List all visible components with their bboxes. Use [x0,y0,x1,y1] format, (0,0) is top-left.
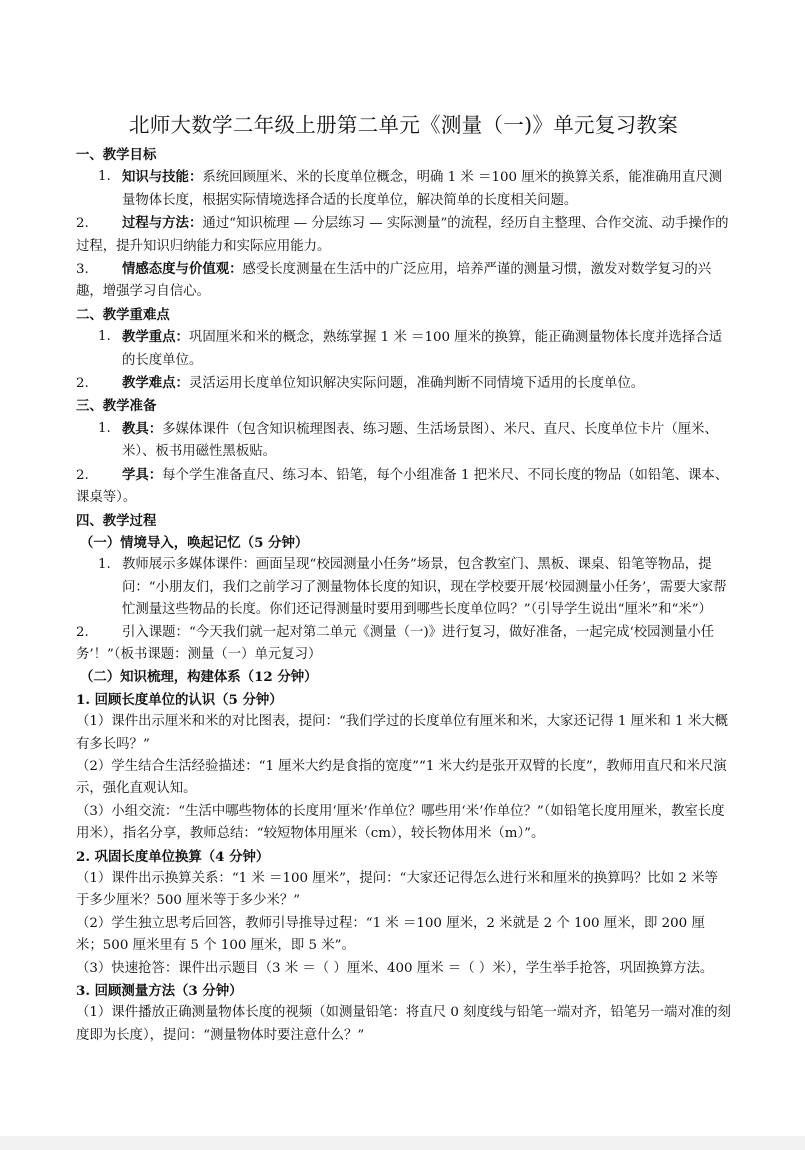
objective-item [76,166,731,212]
subsection-heading-intro: （一）情境导入，唤起记忆（5 分钟） [80,534,309,551]
section-heading-process: 四、教学过程 [76,512,157,529]
topic-heading-conversion: 2. 巩固长度单位换算（4 分钟） [76,848,270,865]
topic-heading-units: 1. 回顾长度单位的认识（5 分钟） [76,691,283,708]
item-text: 感受长度测量在生活中的广泛应用，培养严谨的测量习惯，激发对数学复习的兴趣，增强学习自信心。 [76,262,712,300]
item-number: 2. [76,467,89,483]
item-label: 教具： [122,420,163,437]
item-label: 情感态度与价值观： [122,261,243,278]
section-heading-objectives: 一、教学目标 [76,147,157,163]
item-number: 1. [98,420,111,436]
item-text: 系统回顾厘米、米的长度单位概念，明确 1 米 ＝100 厘米的换算关系，能准确用直尺测量物体长度，根据实际情境选择合适的长度单位，解决简单的长度相关问题。 [122,170,723,208]
section-heading-key-points: 二、教学重难点 [76,306,170,323]
paragraph: （1）课件播放正确测量物体长度的视频（如测量铅笔：将直尺 0 刻度线与铅笔一端对齐，铅笔另一端对准的刻度即为长度），提问：“测量物体时要注意什么？” [76,1005,731,1043]
paragraph: （1）课件出示换算关系：“1 米 ＝100 厘米”，提问：“大家还记得怎么进行米和厘米的换算吗？比如 2 米等于多少厘米？500 厘米等于多少米？” [76,871,718,909]
document-title: 北师大数学二年级上册第二单元《测量（一)》单元复习教案 [128,113,679,137]
item-number: 2. [76,624,89,640]
item-text: 引入课题：“今天我们就一起对第二单元《测量（一)》进行复习，做好准备，一起完成‘校园测量小任务’！”（板书课题：测量（一）单元复习） [76,624,715,662]
objective-item [76,212,731,258]
paragraph: （3）快速抢答：课件出示题目（3 米 ＝（ ）厘米、400 厘米 ＝（ ）米），学生举手抢答，巩固换算方法。 [76,960,714,976]
item-number: 2. [76,216,89,232]
item-number: 1. [98,169,111,185]
subsection-heading-review: （二）知识梳理，构建体系（12 分钟） [80,669,318,686]
item-text: 通过“知识梳理 — 分层练习 — 实际测量”的流程，经历自主整理、合作交流、动手操作的过程，提升知识归纳能力和实际应用能力。 [76,216,729,254]
key-point-item [76,326,731,372]
preparation-item [76,464,731,510]
process-item [76,622,731,667]
item-label: 教学难点： [122,375,189,392]
item-label: 过程与方法： [122,215,203,232]
item-text: 教师展示多媒体课件：画面呈现“校园测量小任务”场景，包含教室门、黑板、课桌、铅笔等物品，提问：“小朋友们，我们之前学习了测量物体长度的知识，现在学校要开展‘校园测量小任务’，需要大家帮忙测量这些物品的长度。你们还记得测量时要用到哪些长度单位吗？”（引导学生说出“厘米”和“米”） [122,557,727,618]
item-label: 学具： [122,466,163,483]
item-text: 巩固厘米和米的概念，熟练掌握 1 米 ＝100 厘米的换算，能正确测量物体长度并选择合适的长度单位。 [122,330,723,368]
paragraph: （2）学生独立思考后回答，教师引导推导过程：“1 米 ＝100 厘米，2 米就是 2 个 100 厘米，即 200 厘米；500 厘米里有 5 个 100 厘米，即 5 米”。 [76,915,705,954]
item-number: 2. [76,376,89,392]
objective-item [76,258,731,304]
item-number: 1. [98,329,111,345]
paragraph: （2）学生结合生活经验描述：“1 厘米大约是食指的宽度”“1 米大约是张开双臂的长度”，教师用直尺和米尺演示，强化直观认知。 [76,758,727,797]
section-heading-preparation: 三、教学准备 [76,398,157,415]
paragraph: （3）小组交流：“生活中哪些物体的长度用‘厘米’作单位？哪些用‘米’作单位？”（如铅笔长度用厘米，教室长度用米），指名分享，教师总结：“较短物体用厘米（cm），较长物体用米（m）”。 [76,803,725,842]
preparation-item [76,418,731,464]
topic-heading-measurement: 3. 回顾测量方法（3 分钟） [76,983,243,1000]
paragraph: （1）课件出示厘米和米的对比图表，提问：“我们学过的长度单位有厘米和米，大家还记得 1 厘米和 1 米大概有多长吗？” [76,714,729,752]
item-number: 1. [98,557,111,573]
key-point-item [76,372,731,395]
process-item [76,554,731,621]
item-text: 每个学生准备直尺、练习本、铅笔，每个小组准备 1 把米尺、不同长度的物品（如铅笔、课本、课桌等）。 [76,467,729,506]
item-text: 多媒体课件（包含知识梳理图表、练习题、生活场景图）、米尺、直尺、长度单位卡片（厘米、米）、板书用磁性黑板贴。 [122,421,718,460]
item-number: 3. [76,262,89,278]
document-body [76,110,731,1047]
item-text: 灵活运用长度单位知识解决实际问题，准确判断不同情境下适用的长度单位。 [188,376,645,392]
item-label: 知识与技能： [122,169,203,186]
item-label: 教学重点： [122,329,189,346]
